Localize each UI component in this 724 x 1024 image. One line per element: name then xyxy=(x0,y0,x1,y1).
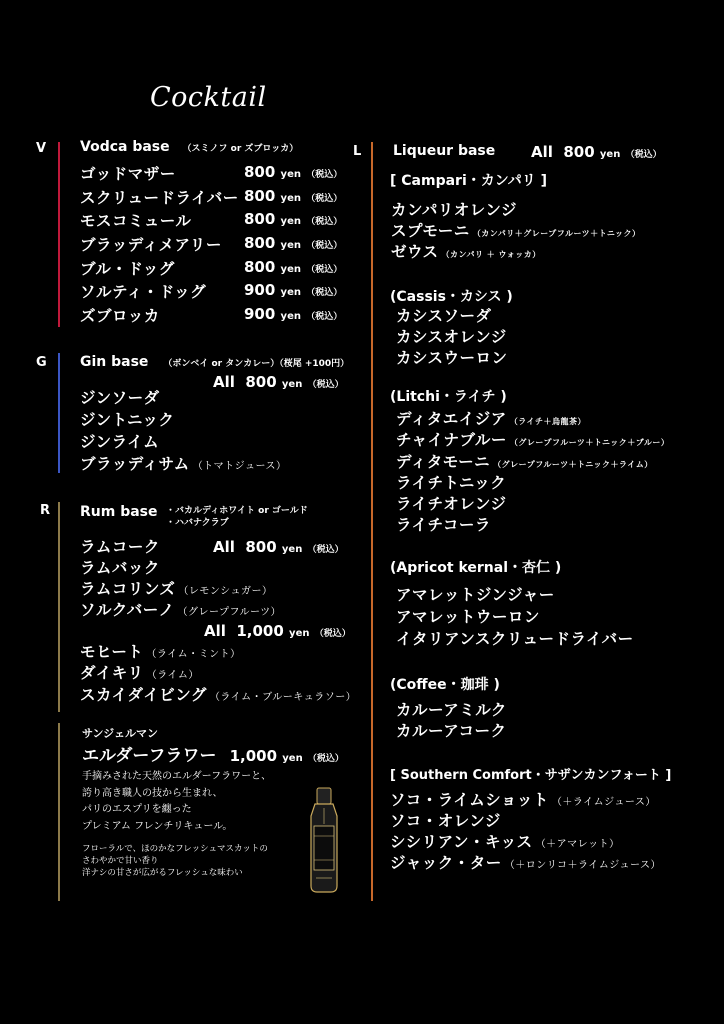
menu-item xyxy=(396,627,634,649)
menu-item-name: カシスソーダ xyxy=(396,307,492,325)
st-germain-note-line-1: フローラルで、ほのかなフレッシュマスカットの xyxy=(82,844,268,854)
menu-item-note: （ライム・ミント） xyxy=(146,649,241,660)
menu-item xyxy=(396,304,492,326)
menu-item xyxy=(391,198,517,220)
rum-all-value: 800 xyxy=(245,538,277,556)
vodka-bar xyxy=(58,142,60,327)
menu-item-name: ゼウス xyxy=(391,243,439,261)
st-germain-tasting-notes xyxy=(82,843,268,879)
st-germain-desc-line-1: 手摘みされた天然のエルダーフラワーと、 xyxy=(82,771,272,782)
menu-item-name: カンパリオレンジ xyxy=(391,201,517,219)
menu-item-name: ズブロッカ xyxy=(80,307,160,325)
liqueur-heading: Liqueur base xyxy=(393,143,496,159)
liqueur-all-tax: （税込） xyxy=(625,150,662,160)
menu-item-price-value: 800 xyxy=(244,234,276,252)
page-title: Cocktail xyxy=(150,82,267,113)
menu-item-price xyxy=(244,281,342,299)
rum-all2-value: 1,000 xyxy=(236,622,284,640)
menu-item-price xyxy=(244,163,342,181)
rum-all2-price xyxy=(204,622,351,640)
rum-all-tax: （税込） xyxy=(307,545,344,555)
st-germain-note-line-3: 洋ナシの甘さが広がるフレッシュな味わい xyxy=(82,868,243,878)
menu-item xyxy=(396,698,507,720)
menu-item xyxy=(396,492,506,514)
menu-item-name: ソコ・オレンジ xyxy=(390,812,501,830)
menu-item-name: ジンソーダ xyxy=(80,389,160,407)
menu-item xyxy=(80,430,159,452)
st-germain-desc-line-3: パリのエスプリを纏った xyxy=(82,804,192,815)
menu-item-name: ライチコーラ xyxy=(396,516,491,534)
menu-item xyxy=(80,186,239,208)
menu-item-note: （カンパリ＋グレープフルーツ＋トニック） xyxy=(472,229,641,238)
menu-item-price xyxy=(244,187,342,205)
menu-item xyxy=(80,598,281,620)
st-germain-note-line-2: さわやかで甘い香り xyxy=(82,856,159,866)
rum-heading-note-2: ・ハバナクラブ xyxy=(166,518,229,528)
menu-item-note: （ライム） xyxy=(146,670,199,681)
menu-item-name: モヒート xyxy=(80,643,144,661)
menu-item-name: ダイキリ xyxy=(80,664,144,682)
st-germain-price-value: 1,000 xyxy=(229,747,278,765)
rum-heading-note xyxy=(166,505,308,529)
menu-item-note: （グレープフルーツ＋トニック＋ブルー） xyxy=(509,438,670,447)
menu-item-note: （ライム・ブルーキュラソー） xyxy=(209,692,357,703)
menu-item xyxy=(80,577,272,599)
gin-all-tax: （税込） xyxy=(307,380,344,390)
liqueur-letter: L xyxy=(353,144,362,159)
menu-item xyxy=(80,683,356,705)
rum-all-price xyxy=(213,538,344,556)
menu-item xyxy=(391,219,641,241)
menu-item-note: （ライチ＋烏龍茶） xyxy=(509,417,587,426)
menu-item xyxy=(80,209,191,231)
menu-item xyxy=(396,428,669,450)
liqueur-all-price xyxy=(531,143,662,161)
menu-item xyxy=(80,233,222,255)
menu-item xyxy=(396,719,506,741)
gin-all-yen: yen xyxy=(281,379,303,390)
gin-heading-note: （ボンベイ or タンカレー）（桜尾 +100円） xyxy=(163,359,350,369)
menu-item-name: ディタモーニ xyxy=(396,453,491,471)
menu-item-note: （トマトジュース） xyxy=(192,461,287,472)
rum-all-label: All xyxy=(213,538,235,556)
menu-item-name: ソルティ・ドッグ xyxy=(80,283,207,301)
liqueur-all-yen: yen xyxy=(599,149,621,160)
menu-item-name: ブル・ドッグ xyxy=(80,260,175,278)
menu-item-yen: yen xyxy=(280,240,301,251)
rum-all2-tax: （税込） xyxy=(314,629,351,639)
menu-item-price xyxy=(244,258,342,276)
coffee-heading: (Coffee・珈琲 ) xyxy=(390,677,500,693)
menu-item-yen: yen xyxy=(280,169,301,180)
st-germain-title-row xyxy=(82,741,344,766)
st-germain-desc-line-2: 誇り高き職人の技から生まれ、 xyxy=(82,787,223,799)
menu-item-tax: （税込） xyxy=(306,265,343,275)
menu-item-price-value: 800 xyxy=(244,210,276,228)
menu-item-name: イタリアンスクリュードライバー xyxy=(396,630,634,648)
st-germain-price xyxy=(230,747,344,765)
menu-item-name: ラムバック xyxy=(80,559,160,577)
st-germain-bar xyxy=(58,723,60,901)
rum-letter: R xyxy=(40,503,51,518)
menu-item-price xyxy=(244,234,342,252)
menu-item xyxy=(396,325,507,347)
menu-item-tax: （税込） xyxy=(306,241,343,251)
st-germain-description xyxy=(82,769,271,835)
menu-item xyxy=(396,513,491,535)
menu-item-note: （グレープフルーツ） xyxy=(177,607,282,618)
gin-bar xyxy=(58,353,60,473)
menu-item-yen: yen xyxy=(280,193,301,204)
menu-item xyxy=(80,535,160,557)
menu-item-name: ゴッドマザー xyxy=(80,165,176,183)
rum-all2-label: All xyxy=(204,622,226,640)
menu-item-tax: （税込） xyxy=(306,217,343,227)
rum-all-yen: yen xyxy=(281,544,303,555)
menu-item-name: ディタエイジア xyxy=(396,410,507,428)
apricot-heading: (Apricot kernal・杏仁 ) xyxy=(390,560,562,576)
menu-item-name: ソルクバーノ xyxy=(80,601,175,619)
rum-all2-yen: yen xyxy=(289,628,310,639)
menu-item-name: ジントニック xyxy=(80,411,175,429)
gin-all-price xyxy=(213,373,344,391)
st-germain-subtitle: サンジェルマン xyxy=(82,727,158,740)
menu-item-name: スプモーニ xyxy=(391,222,470,240)
gin-letter: G xyxy=(36,355,47,370)
menu-item-name: ラムコリンズ xyxy=(80,580,176,598)
menu-item-name: ブラッディメアリー xyxy=(80,236,222,254)
menu-item-price-value: 900 xyxy=(244,305,276,323)
menu-item xyxy=(390,809,501,831)
menu-item xyxy=(396,346,508,368)
menu-item-tax: （税込） xyxy=(306,312,343,322)
menu-item-note: （＋ロンリコ＋ライムジュース） xyxy=(504,860,662,871)
menu-item xyxy=(80,556,160,578)
menu-item-price-value: 900 xyxy=(244,281,276,299)
rum-heading-note-1: ・バカルディホワイト or ゴールド xyxy=(166,506,308,516)
menu-item-name: カシスウーロン xyxy=(396,349,508,367)
gin-all-label: All xyxy=(213,373,235,391)
st-germain-tax: （税込） xyxy=(307,754,344,764)
menu-item-note: （グレープフルーツ＋トニック＋ライム） xyxy=(493,460,653,469)
litchi-heading: (Litchi・ライチ ) xyxy=(390,389,507,405)
menu-item-name: カルーアコーク xyxy=(396,722,507,740)
menu-item-name: スカイダイビング xyxy=(80,686,207,704)
menu-item-name: ブラッディサム xyxy=(80,455,190,473)
menu-item-price xyxy=(244,210,342,228)
st-germain-yen: yen xyxy=(282,753,303,764)
gin-heading-text: Gin base xyxy=(80,354,149,370)
gin-heading xyxy=(80,354,349,370)
menu-item-note: （＋アマレット） xyxy=(535,839,620,850)
menu-item xyxy=(396,583,555,605)
menu-item-yen: yen xyxy=(280,287,301,298)
menu-item xyxy=(80,386,160,408)
menu-item-tax: （税込） xyxy=(306,288,343,298)
menu-item-name: カシスオレンジ xyxy=(396,328,507,346)
menu-item-yen: yen xyxy=(280,311,301,322)
vodka-letter: V xyxy=(36,141,47,156)
vodka-heading xyxy=(80,139,298,155)
menu-item xyxy=(80,661,199,683)
liqueur-bar xyxy=(371,142,373,901)
menu-item xyxy=(396,450,653,472)
st-germain-bottle-image xyxy=(304,786,344,896)
menu-item-name: ジンライム xyxy=(80,433,160,451)
menu-item xyxy=(80,640,241,662)
rum-heading: Rum base xyxy=(80,504,158,520)
vodka-heading-note: （スミノフ or ズブロッカ） xyxy=(182,144,299,154)
menu-item xyxy=(80,280,206,302)
menu-item-name: ライチオレンジ xyxy=(396,495,507,513)
menu-item-note: （レモンシュガー） xyxy=(178,586,273,597)
menu-item-name: チャイナブルー xyxy=(396,431,507,449)
menu-item-yen: yen xyxy=(280,264,301,275)
menu-item-name: シシリアン・キッス xyxy=(390,833,533,851)
menu-item xyxy=(390,788,656,810)
menu-item-name: ライチトニック xyxy=(396,474,507,492)
liqueur-all-value: 800 xyxy=(563,143,595,161)
southern-heading: [ Southern Comfort・サザンカンフォート ] xyxy=(390,768,672,783)
liqueur-all-label: All xyxy=(531,143,553,161)
menu-item xyxy=(390,851,661,873)
menu-item-name: スクリュードライバー xyxy=(80,189,239,207)
gin-all-value: 800 xyxy=(245,373,277,391)
campari-heading: [ Campari・カンパリ ] xyxy=(390,173,548,189)
menu-item xyxy=(80,408,174,430)
menu-item xyxy=(80,257,175,279)
cassis-heading: (Cassis・カシス ) xyxy=(390,289,513,305)
menu-item-price xyxy=(244,305,342,323)
menu-item xyxy=(80,452,287,474)
menu-item xyxy=(391,240,541,262)
menu-item-name: カルーアミルク xyxy=(396,701,507,719)
st-germain-desc-line-4: プレミアム フレンチリキュール。 xyxy=(82,820,233,832)
menu-item xyxy=(396,407,586,429)
menu-item xyxy=(390,830,620,852)
menu-item-tax: （税込） xyxy=(306,194,343,204)
menu-item-price-value: 800 xyxy=(244,163,276,181)
menu-item-tax: （税込） xyxy=(306,170,343,180)
menu-item-name: アマレットジンジャー xyxy=(396,586,555,604)
st-germain-name: エルダーフラワー xyxy=(82,746,217,766)
menu-item xyxy=(396,471,506,493)
menu-item xyxy=(80,304,160,326)
rum-bar xyxy=(58,502,60,712)
menu-item-name: ジャック・ター xyxy=(390,854,502,872)
menu-item-price-value: 800 xyxy=(244,258,276,276)
menu-item-note: （＋ライムジュース） xyxy=(551,797,656,808)
menu-item-price-value: 800 xyxy=(244,187,276,205)
vodka-heading-text: Vodca base xyxy=(80,139,170,155)
menu-item-name: アマレットウーロン xyxy=(396,608,540,626)
menu-item-note: （カンパリ ＋ ウォッカ） xyxy=(441,250,541,259)
menu-item xyxy=(396,605,540,627)
menu-item-yen: yen xyxy=(280,216,301,227)
menu-item xyxy=(80,162,176,184)
menu-item-name: ラムコーク xyxy=(80,538,160,556)
menu-item-name: ソコ・ライムショット xyxy=(390,791,549,809)
menu-item-name: モスコミュール xyxy=(80,212,192,230)
